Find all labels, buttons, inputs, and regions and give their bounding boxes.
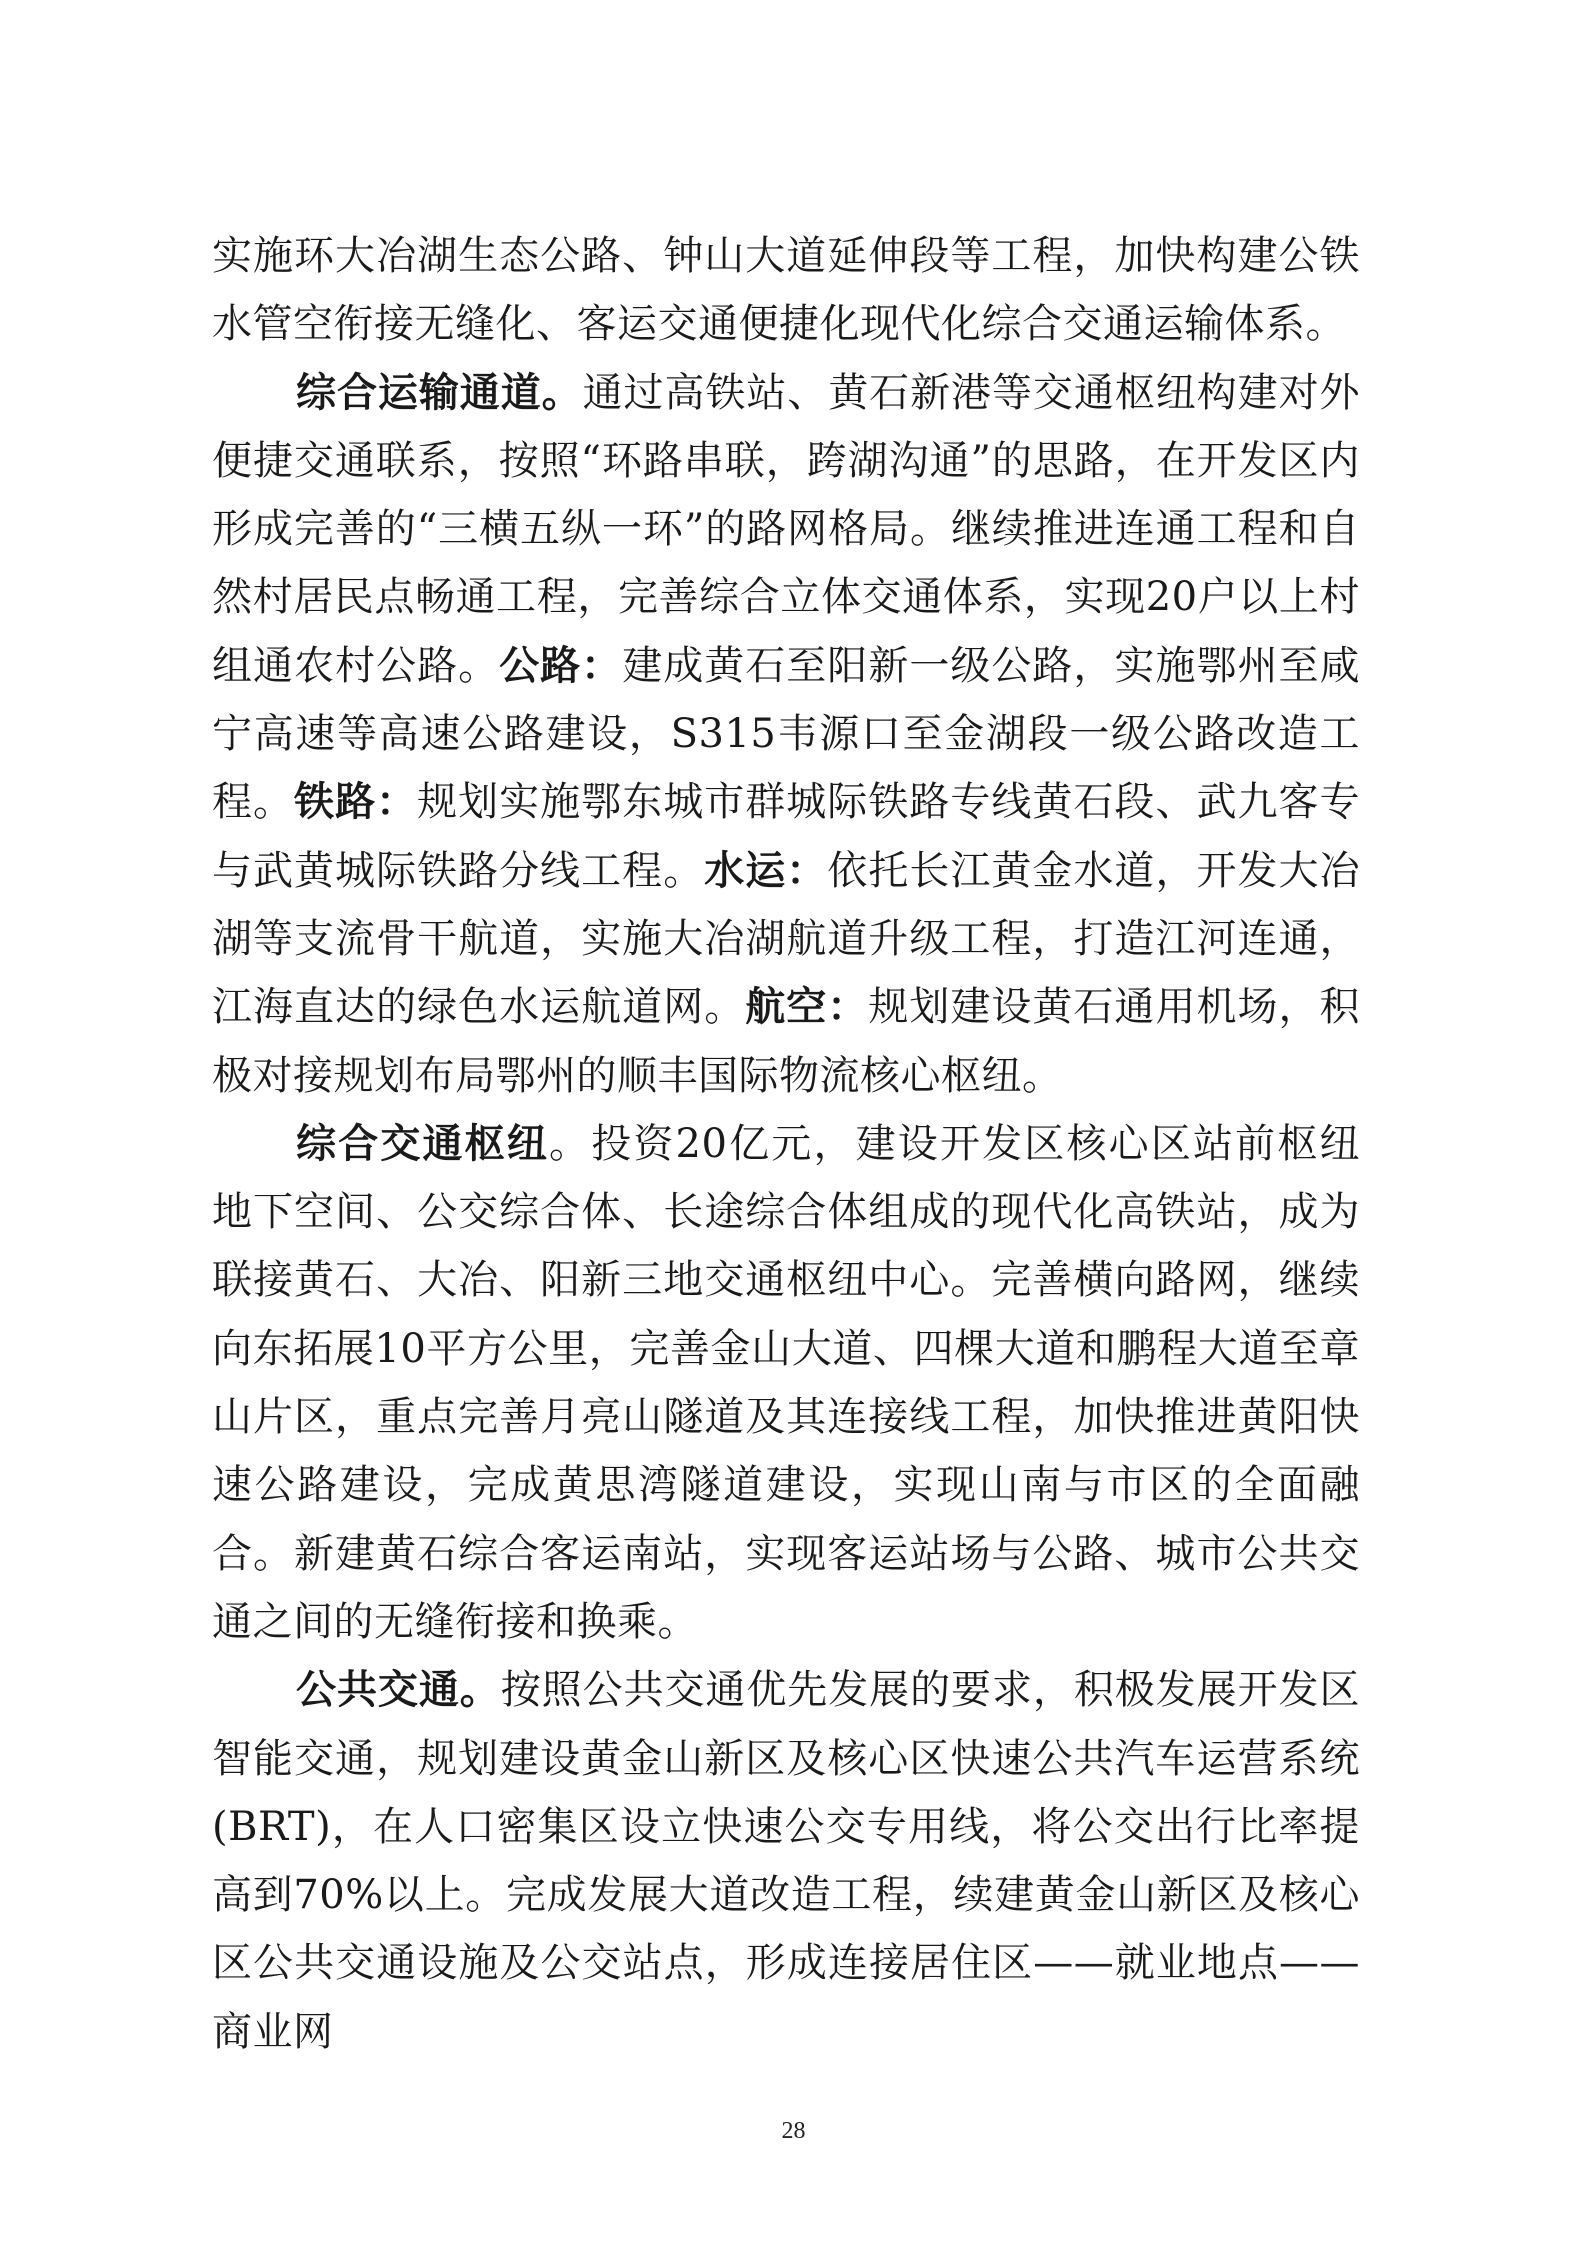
page-number: 28 bbox=[781, 2118, 806, 2144]
keyword-rail: 铁路： bbox=[294, 778, 418, 826]
keyword-water: 水运： bbox=[704, 846, 828, 894]
paragraph-text-road: 建成黄石至阳新一级公路，实施鄂州至咸宁高速等高速公路建设，S315韦源口至金湖段一级公路改造工程。 bbox=[212, 642, 1361, 826]
paragraph-transport-hub bbox=[212, 1110, 1360, 1656]
paragraph-text: 实施环大冶湖生态公路、钟山大道延伸段等工程，加快构建公铁水管空衔接无缝化、客运交通便捷化现代化综合交通运输体系。 bbox=[212, 233, 1360, 348]
paragraph-text: 。投资20亿元，建设开发区核心区站前枢纽地下空间、公交综合体、长途综合体组成的现代化高铁站，成为联接黄石、大冶、阳新三地交通枢纽中心。完善横向路网，继续向东拓展10平方公里，完善金山大道、四棵大道和鹏程大道至章山片区，重点完善月亮山隧道及其连接线工程，加快推进黄阳快速公路建设，完成黄思湾隧道建设，实现山南与市区的全面融合。新建黄石综合客运南站，实现客运站场与公路、城市公共交通之间的无缝衔接和换乘。 bbox=[212, 1120, 1360, 1645]
paragraph-text: 通过高铁站、黄石新港等交通枢纽构建对外便捷交通联系，按照“环路串联，跨湖沟通”的思路，在开发区内形成完善的“三横五纵一环”的路网格局。继续推进连通工程和自然村居民点畅通工程，完善综合立体交通体系，实现20户以上村组通农村公路。 bbox=[212, 369, 1361, 689]
keyword-road: 公路： bbox=[499, 641, 623, 689]
paragraph-text-water: 依托长江黄金水道，开发大冶湖等支流骨干航道，实施大冶湖航道升级工程，打造江河连通，江海直达的绿色水运航道网。 bbox=[212, 847, 1361, 1031]
paragraph-text: 按照公共交通优先发展的要求，积极发展开发区智能交通，规划建设黄金山新区及核心区快速公共汽车运营系统(BRT)，在人口密集区设立快速公交专用线，将公交出行比率提高到70%以上。完成发展大道改造工程，续建黄金山新区及核心区公共交通设施及公交站点，形成连接居住区——就业地点——商业网 bbox=[212, 1667, 1361, 2055]
paragraph-text-air: 规划建设黄石通用机场，积极对接规划布局鄂州的顺丰国际物流核心枢纽。 bbox=[212, 984, 1361, 1099]
section-heading-public-transport: 公共交通。 bbox=[296, 1666, 501, 1714]
section-heading-transport-corridor: 综合运输通道。 bbox=[296, 368, 583, 416]
paragraph-transport-corridor bbox=[212, 359, 1360, 1110]
section-heading-transport-hub: 综合交通枢纽 bbox=[296, 1119, 550, 1167]
paragraph-text-rail: 规划实施鄂东城市群城际铁路专线黄石段、武九客专与武黄城际铁路分线工程。 bbox=[212, 779, 1361, 894]
paragraph-public-transport bbox=[212, 1656, 1360, 2066]
paragraph-continuation bbox=[212, 222, 1360, 359]
page-body bbox=[212, 222, 1360, 2066]
keyword-air: 航空： bbox=[745, 983, 869, 1031]
